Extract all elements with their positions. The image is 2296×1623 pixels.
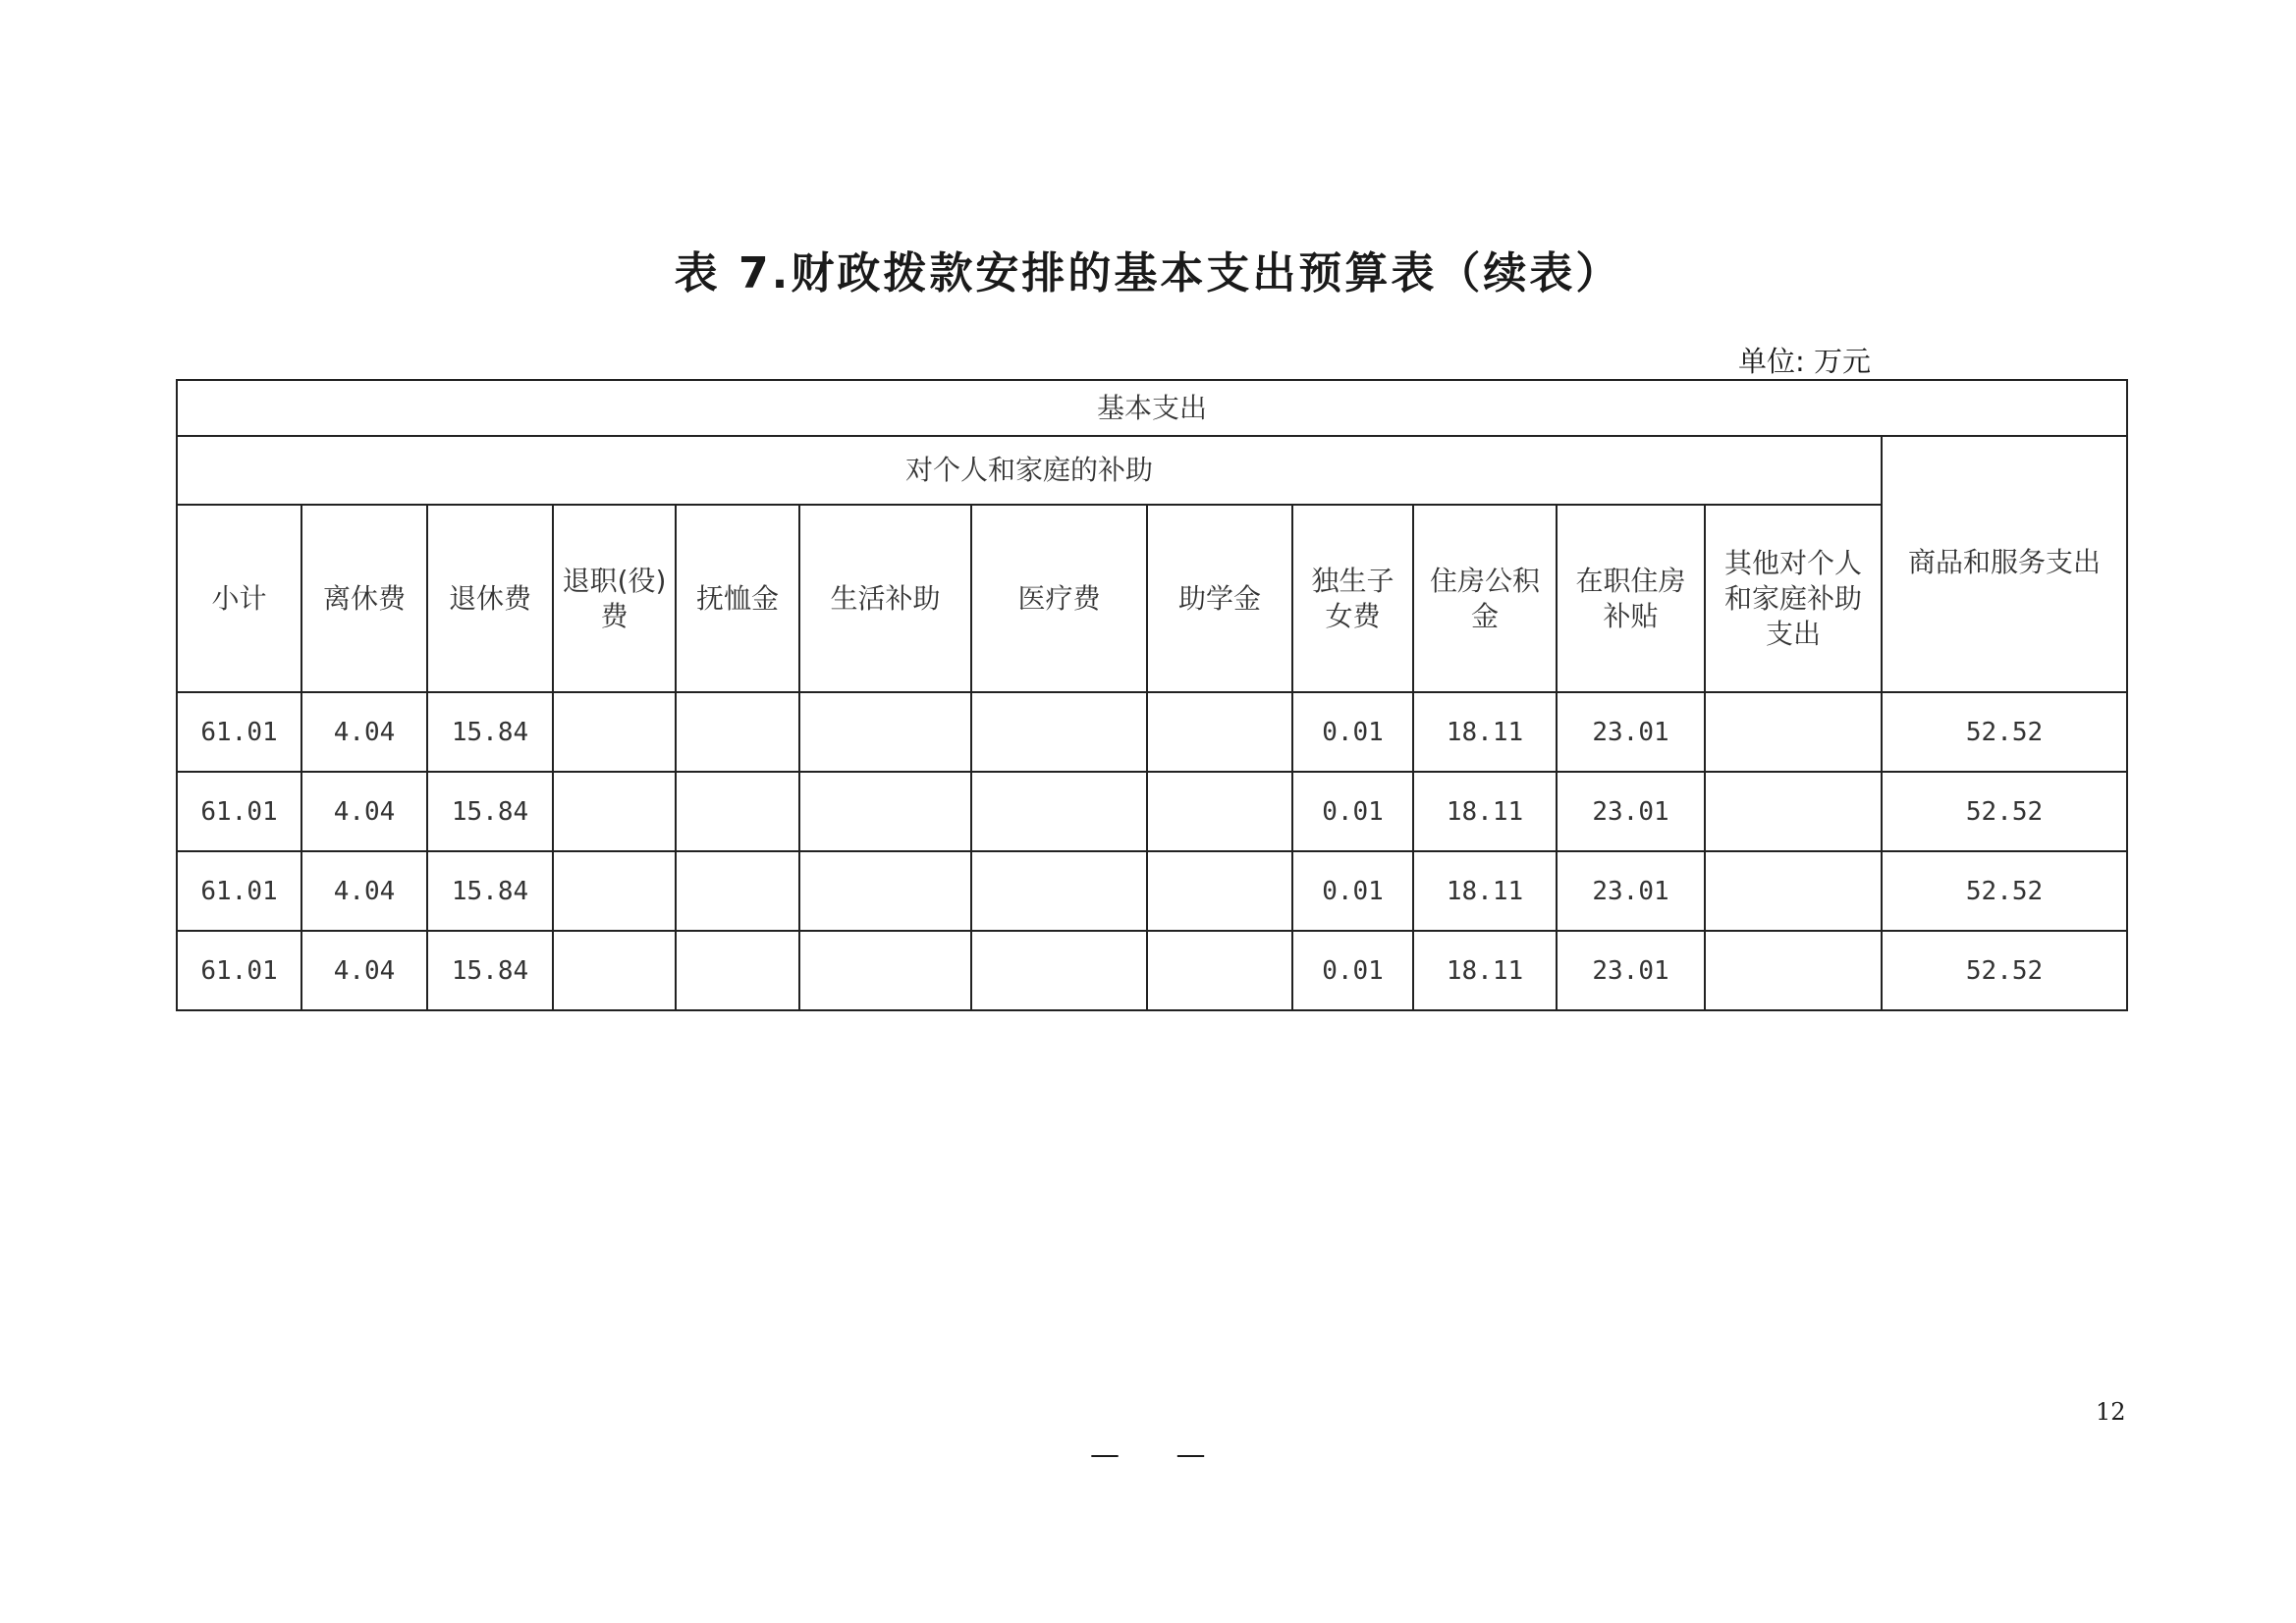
- table-cell: 52.52: [1882, 772, 2127, 851]
- table-cell: [799, 931, 971, 1010]
- column-header: 住房公积金: [1413, 505, 1557, 692]
- table-cell: [971, 692, 1147, 772]
- table-cell: 15.84: [427, 851, 553, 931]
- table-cell: 23.01: [1557, 692, 1705, 772]
- table-cell: [971, 772, 1147, 851]
- table-cell: 18.11: [1413, 772, 1557, 851]
- table-cell: 0.01: [1292, 851, 1413, 931]
- table-cell: [1147, 692, 1292, 772]
- column-header: 退职(役)费: [553, 505, 676, 692]
- column-header: 商品和服务支出: [1882, 436, 2127, 692]
- table-cell: 23.01: [1557, 772, 1705, 851]
- column-header: 抚恤金: [676, 505, 799, 692]
- table-cell: 18.11: [1413, 851, 1557, 931]
- table-cell: 61.01: [177, 692, 301, 772]
- table-cell: 52.52: [1882, 931, 2127, 1010]
- table-cell: [971, 851, 1147, 931]
- table-cell: [1705, 851, 1882, 931]
- table-cell: [676, 692, 799, 772]
- table-row: [177, 692, 2127, 772]
- table-cell: 61.01: [177, 772, 301, 851]
- table-cell: [553, 772, 676, 851]
- table-cell: [676, 931, 799, 1010]
- group-header: 基本支出: [177, 380, 2127, 436]
- page-title: 表 7.财政拨款安排的基本支出预算表（续表）: [674, 248, 1622, 298]
- table-cell: [799, 692, 971, 772]
- table-cell: 15.84: [427, 772, 553, 851]
- table-cell: [799, 772, 971, 851]
- column-header: 生活补助: [799, 505, 971, 692]
- table-row: [177, 772, 2127, 851]
- footer-dash: — —: [1090, 1437, 1230, 1472]
- column-header: 助学金: [1147, 505, 1292, 692]
- table-cell: 15.84: [427, 692, 553, 772]
- table-cell: 61.01: [177, 931, 301, 1010]
- table-cell: [799, 851, 971, 931]
- table-cell: 0.01: [1292, 772, 1413, 851]
- table-row: [177, 931, 2127, 1010]
- table-cell: 18.11: [1413, 692, 1557, 772]
- table-cell: 23.01: [1557, 851, 1705, 931]
- column-header: 退休费: [427, 505, 553, 692]
- table-cell: [1705, 692, 1882, 772]
- column-header: 医疗费: [971, 505, 1147, 692]
- table-cell: 4.04: [301, 931, 427, 1010]
- table-cell: [676, 772, 799, 851]
- table-cell: 0.01: [1292, 692, 1413, 772]
- table-row: [177, 851, 2127, 931]
- column-header: 独生子女费: [1292, 505, 1413, 692]
- table-cell: [1705, 931, 1882, 1010]
- column-header: 小计: [177, 505, 301, 692]
- column-header: 在职住房补贴: [1557, 505, 1705, 692]
- table-cell: 15.84: [427, 931, 553, 1010]
- table-cell: 4.04: [301, 692, 427, 772]
- table-cell: [676, 851, 799, 931]
- table-cell: [971, 931, 1147, 1010]
- table-cell: 4.04: [301, 772, 427, 851]
- unit-label: 单位: 万元: [1738, 345, 1871, 378]
- table-cell: [553, 851, 676, 931]
- table-cell: [553, 931, 676, 1010]
- column-header: 其他对个人和家庭补助支出: [1705, 505, 1882, 692]
- table-cell: 18.11: [1413, 931, 1557, 1010]
- budget-table: [176, 379, 2128, 1011]
- table-cell: [1147, 931, 1292, 1010]
- table-cell: [553, 692, 676, 772]
- table-cell: 52.52: [1882, 692, 2127, 772]
- table-cell: 23.01: [1557, 931, 1705, 1010]
- table-cell: 0.01: [1292, 931, 1413, 1010]
- table-cell: 4.04: [301, 851, 427, 931]
- table-cell: 52.52: [1882, 851, 2127, 931]
- table-cell: [1705, 772, 1882, 851]
- column-header: 离休费: [301, 505, 427, 692]
- table-cell: 61.01: [177, 851, 301, 931]
- subgroup-header: 对个人和家庭的补助: [177, 436, 1882, 505]
- page-number: 12: [2096, 1398, 2126, 1426]
- table-cell: [1147, 851, 1292, 931]
- table-cell: [1147, 772, 1292, 851]
